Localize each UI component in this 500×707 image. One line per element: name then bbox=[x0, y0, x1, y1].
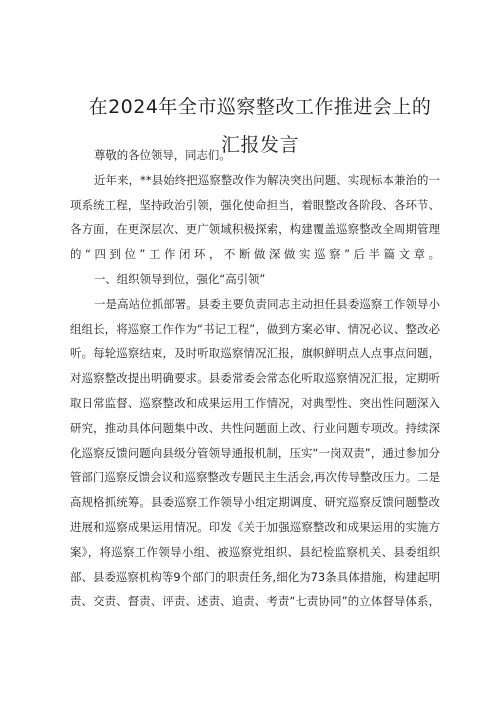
document-title-line-2: 汇报发言 bbox=[220, 134, 299, 156]
body-line: 研究，推动具体问题集中改、共性问题面上改、行业问题专项改。持续深 bbox=[70, 420, 440, 435]
body-line: 取日常监督、巡察整改和成果运用工作情况，对典型性、突出性问题深入 bbox=[70, 395, 440, 410]
document-body bbox=[70, 143, 440, 614]
body-line: 近年来，**县始终把巡察整改作为解决突出问题、实现标本兼治的一 bbox=[94, 172, 440, 187]
body-line: 项系统工程，坚持政治引领，强化使命担当，着眼整改各阶段、各环节、 bbox=[70, 197, 440, 212]
body-line: 案》，将巡察工作领导小组、被巡察党组织、县纪检监察机关、县委组织 bbox=[70, 544, 440, 559]
section-heading: 一、组织领导到位，强化“高引领” bbox=[94, 271, 266, 286]
body-line: 进展和巡察成果运用情况。印发《关于加强巡察整改和成果运用的实施方 bbox=[70, 519, 440, 534]
body-line: 组组长，将巡察工作作为“书记工程”，做到方案必审、情况必议、整改必 bbox=[70, 321, 440, 336]
salutation: 尊敬的各位领导，同志们。 bbox=[94, 148, 231, 162]
body-line: 高规格抓统筹。县委巡察工作领导小组定期调度、研究巡察反馈问题整改 bbox=[70, 495, 440, 510]
document-title-line-1: 在2024年全市巡察整改工作推进会上的 bbox=[88, 96, 432, 118]
body-line: 部、县委巡察机构等9个部门的职责任务,细化为73条具体措施，构建起明 bbox=[70, 569, 440, 584]
body-line: 的“四到位”工作闭环，不断做深做实巡察”后半篇文章。 bbox=[70, 247, 440, 262]
body-line: 听。每轮巡察结束，及时听取巡察情况汇报，旗帜鲜明点人点事点问题， bbox=[70, 346, 440, 361]
body-line: 一是高站位抓部署。县委主要负责同志主动担任县委巡察工作领导小 bbox=[94, 296, 440, 311]
body-line: 对巡察整改提出明确要求。县委常委会常态化听取巡察情况汇报，定期听 bbox=[70, 371, 440, 386]
body-line: 责、交责、督责、评责、述责、追责、考责“七责协同”的立体督导体系， bbox=[70, 594, 440, 609]
body-line: 化巡察反馈问题向县级分管领导通报机制，压实“一岗双责”，通过参加分 bbox=[70, 445, 440, 460]
body-line: 各方面，在更深层次、更广领域积极探索，构建覆盖巡察整改全周期管理 bbox=[70, 222, 440, 237]
body-line: 管部门巡察反馈会议和巡察整改专题民主生活会,再次传导整改压力。二是 bbox=[70, 470, 440, 485]
